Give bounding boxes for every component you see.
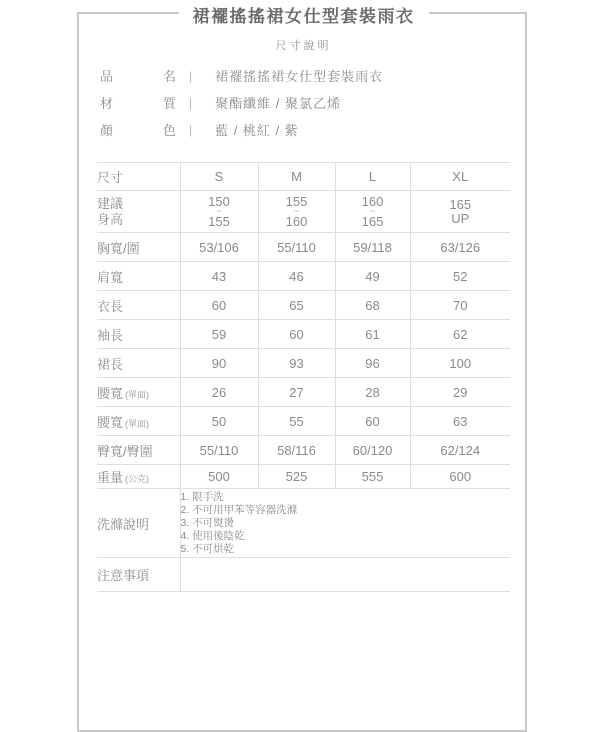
table-cell: 68 xyxy=(335,291,410,320)
table-cell: 58/116 xyxy=(258,436,335,465)
row-label: 胸寬/圍 xyxy=(97,233,180,262)
table-row xyxy=(97,465,510,489)
row-label: 袖長 xyxy=(97,320,180,349)
page-title-wrap xyxy=(0,2,607,27)
washing-instructions-row xyxy=(97,489,510,558)
product-name-value: 裙襬搖搖裙女仕型套裝雨衣 xyxy=(215,69,384,84)
table-cell: 59 xyxy=(180,320,258,349)
color-label: 顏 色 xyxy=(100,123,176,138)
table-cell: 70 xyxy=(410,291,510,320)
size-table xyxy=(97,162,510,592)
table-cell: 62/124 xyxy=(410,436,510,465)
header-l: L xyxy=(335,163,410,191)
table-cell: 65 xyxy=(258,291,335,320)
table-cell: 150 ~ 155 xyxy=(180,191,258,233)
table-cell: 165 UP xyxy=(410,191,510,233)
table-row xyxy=(97,436,510,465)
table-cell: 59/118 xyxy=(335,233,410,262)
header-size: 尺寸 xyxy=(97,163,180,191)
tilde-glyph: ~ xyxy=(370,206,375,216)
washing-instructions: 1. 限手洗 2. 不可用甲苯等容器洗滌 3. 不可熨燙 4. 使用後陰乾 5. 不可烘乾 xyxy=(180,489,510,558)
table-cell: 63 xyxy=(410,407,510,436)
table-cell: 53/106 xyxy=(180,233,258,262)
separator-bar: | xyxy=(189,95,193,110)
product-name-row xyxy=(100,62,512,89)
table-cell: 155 ~ 160 xyxy=(258,191,335,233)
table-row xyxy=(97,291,510,320)
table-row xyxy=(97,262,510,291)
table-cell: 55 xyxy=(258,407,335,436)
table-cell: 29 xyxy=(410,378,510,407)
table-cell: 28 xyxy=(335,378,410,407)
page-title: 裙襬搖搖裙女仕型套裝雨衣 xyxy=(179,2,429,27)
row-label: 臀寬/臀圍 xyxy=(97,436,180,465)
table-cell: 52 xyxy=(410,262,510,291)
row-label: 重量 (公克) xyxy=(97,465,180,489)
table-cell: 55/110 xyxy=(258,233,335,262)
notes-label: 注意事項 xyxy=(97,558,180,592)
table-cell: 46 xyxy=(258,262,335,291)
tilde-glyph: ~ xyxy=(216,206,222,216)
table-cell: 90 xyxy=(180,349,258,378)
table-cell: 63/126 xyxy=(410,233,510,262)
table-cell: 160 ~ 165 xyxy=(335,191,410,233)
washing-label: 洗滌說明 xyxy=(97,489,180,558)
height-row xyxy=(97,191,510,233)
table-row xyxy=(97,233,510,262)
header-s: S xyxy=(180,163,258,191)
table-cell: 100 xyxy=(410,349,510,378)
table-cell: 60 xyxy=(180,291,258,320)
material-label: 材 質 xyxy=(100,96,176,111)
table-cell: 525 xyxy=(258,465,335,489)
notes-content xyxy=(180,558,510,592)
separator-bar: | xyxy=(189,68,193,83)
row-label: 腰寬 (單面) xyxy=(97,407,180,436)
table-cell: 555 xyxy=(335,465,410,489)
table-cell: 62 xyxy=(410,320,510,349)
table-row xyxy=(97,320,510,349)
table-cell: 600 xyxy=(410,465,510,489)
table-cell: 61 xyxy=(335,320,410,349)
table-row xyxy=(97,407,510,436)
table-cell: 60/120 xyxy=(335,436,410,465)
table-row xyxy=(97,378,510,407)
separator-bar: | xyxy=(189,122,193,137)
table-cell: 500 xyxy=(180,465,258,489)
notes-row xyxy=(97,558,510,592)
table-cell: 93 xyxy=(258,349,335,378)
row-label: 肩寬 xyxy=(97,262,180,291)
product-info xyxy=(100,62,512,143)
row-label: 裙長 xyxy=(97,349,180,378)
table-cell: 50 xyxy=(180,407,258,436)
table-cell: 96 xyxy=(335,349,410,378)
table-cell: 60 xyxy=(335,407,410,436)
table-cell: 43 xyxy=(180,262,258,291)
table-cell: 49 xyxy=(335,262,410,291)
row-label: 腰寬 (單面) xyxy=(97,378,180,407)
table-header-row xyxy=(97,163,510,191)
material-row xyxy=(100,89,512,116)
row-label: 衣長 xyxy=(97,291,180,320)
product-name-label: 品 名 xyxy=(100,69,176,84)
material-value: 聚酯纖維 / 聚氯乙烯 xyxy=(215,96,341,111)
table-cell: 55/110 xyxy=(180,436,258,465)
header-xl: XL xyxy=(410,163,510,191)
header-m: M xyxy=(258,163,335,191)
table-row xyxy=(97,349,510,378)
table-cell: 26 xyxy=(180,378,258,407)
table-cell: 60 xyxy=(258,320,335,349)
table-cell: 27 xyxy=(258,378,335,407)
row-label: 建議 身高 xyxy=(97,191,180,233)
tilde-glyph: ~ xyxy=(294,206,299,216)
color-value: 藍 / 桃紅 / 紫 xyxy=(215,123,299,138)
color-row xyxy=(100,116,512,143)
subtitle: 尺寸說明 xyxy=(275,40,332,52)
